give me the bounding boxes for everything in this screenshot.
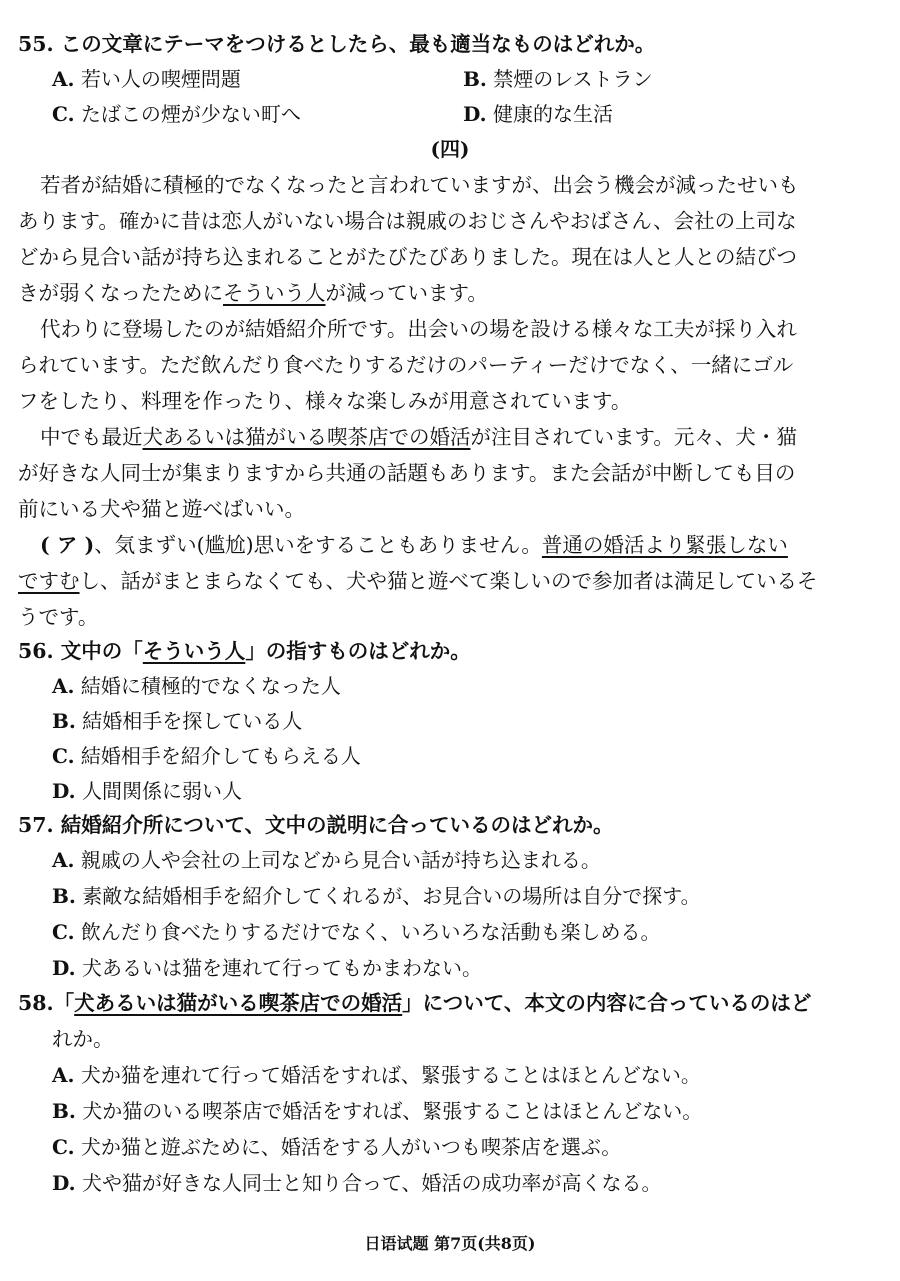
q58-option-a: A. 犬か猫を連れて行って婚活をすれば、緊張することはほとんどない。: [52, 1063, 701, 1087]
passage-line: うです。: [18, 605, 99, 629]
passage-line: 若者が結婚に積極的でなくなったと言われていますが、出会う機会が減ったせいも: [40, 173, 799, 197]
q55-option-d: D. 健康的な生活: [463, 102, 613, 126]
passage-line: きが弱くなったためにそういう人が減っています。: [18, 281, 488, 305]
passage-line: 前にいる犬や猫と遊べばいい。: [18, 497, 305, 521]
q55-stem: 55. この文章にテーマをつけるとしたら、最も適当なものはどれか。: [18, 32, 656, 56]
underlined-phrase: 犬あるいは猫がいる喫茶店での婚活: [142, 425, 471, 449]
underlined-phrase: そういう人: [223, 281, 326, 305]
q55-option-c: C. たばこの煙が少ない町へ: [52, 102, 301, 126]
q58-option-c: C. 犬か猫と遊ぶために、婚活をする人がいつも喫茶店を選ぶ。: [52, 1135, 622, 1159]
q56-option-d: D. 人間関係に弱い人: [52, 779, 242, 803]
q57-stem: 57. 結婚紹介所について、文中の説明に合っているのはどれか。: [18, 813, 614, 837]
q57-option-c: C. 飲んだり食べたりするだけでなく、いろいろな活動も楽しめる。: [52, 920, 661, 944]
passage-line: どから見合い話が持ち込まれることがたびたびありました。現在は人と人との結びつ: [18, 245, 797, 269]
q58-option-d: D. 犬や猫が好きな人同士と知り合って、婚活の成功率が高くなる。: [52, 1171, 662, 1195]
passage-line: が好きな人同士が集まりますから共通の話題もあります。また会話が中断しても目の: [18, 461, 796, 485]
passage-line: フをしたり、料理を作ったり、様々な楽しみが用意されています。: [18, 389, 632, 413]
passage-line: あります。確かに昔は恋人がいない場合は親戚のおじさんやおばさん、会社の上司な: [18, 209, 797, 233]
passage-line: られています。ただ飲んだり食べたりするだけのパーティーだけでなく、一緒にゴル: [18, 353, 794, 377]
section-title: (四): [430, 137, 470, 161]
q57-option-b: B. 素敵な結婚相手を紹介してくれるが、お見合いの場所は自分で探す。: [52, 884, 701, 908]
passage-line: ( ア )、気まずい(尴尬)思いをすることもありません。普通の婚活より緊張しない: [40, 533, 788, 557]
q57-option-d: D. 犬あるいは猫を連れて行ってもかまわない。: [52, 956, 482, 980]
q57-option-a: A. 親戚の人や会社の上司などから見合い話が持ち込まれる。: [52, 848, 601, 872]
underlined-phrase: ですむ: [18, 569, 80, 593]
passage-line: 中でも最近犬あるいは猫がいる喫茶店での婚活が注目されています。元々、犬・猫: [40, 425, 797, 449]
passage-line: 代わりに登場したのが結婚紹介所です。出会いの場を設ける様々な工夫が採り入れ: [40, 317, 797, 341]
underlined-phrase: 犬あるいは猫がいる喫茶店での婚活: [74, 991, 403, 1015]
q55-option-b: B. 禁煙のレストラン: [463, 67, 653, 91]
blank-a: ( ア ): [40, 533, 95, 557]
q56-stem: 56. 文中の「そういう人」の指すものはどれか。: [18, 639, 471, 663]
q58-stem: 58.「犬あるいは猫がいる喫茶店での婚活」について、本文の内容に合っているのはど: [18, 991, 812, 1015]
q58-option-b: B. 犬か猫のいる喫茶店で婚活をすれば、緊張することはほとんどない。: [52, 1099, 703, 1123]
underlined-phrase: 普通の婚活より緊張しない: [541, 533, 788, 557]
q56-option-c: C. 結婚相手を紹介してもらえる人: [52, 744, 361, 768]
q56-option-b: B. 結婚相手を探している人: [52, 709, 303, 733]
passage-line: ですむし、話がまとまらなくても、犬や猫と遊べて楽しいので参加者は満足しているそ: [18, 569, 818, 593]
q55-option-a: A. 若い人の喫煙問題: [52, 67, 241, 91]
q56-option-a: A. 結婚に積極的でなくなった人: [52, 674, 341, 698]
underlined-phrase: そういう人: [142, 639, 246, 663]
page-footer: 日语试题 第7页(共8页): [364, 1234, 536, 1253]
q58-stem-continued: れか。: [52, 1027, 114, 1051]
